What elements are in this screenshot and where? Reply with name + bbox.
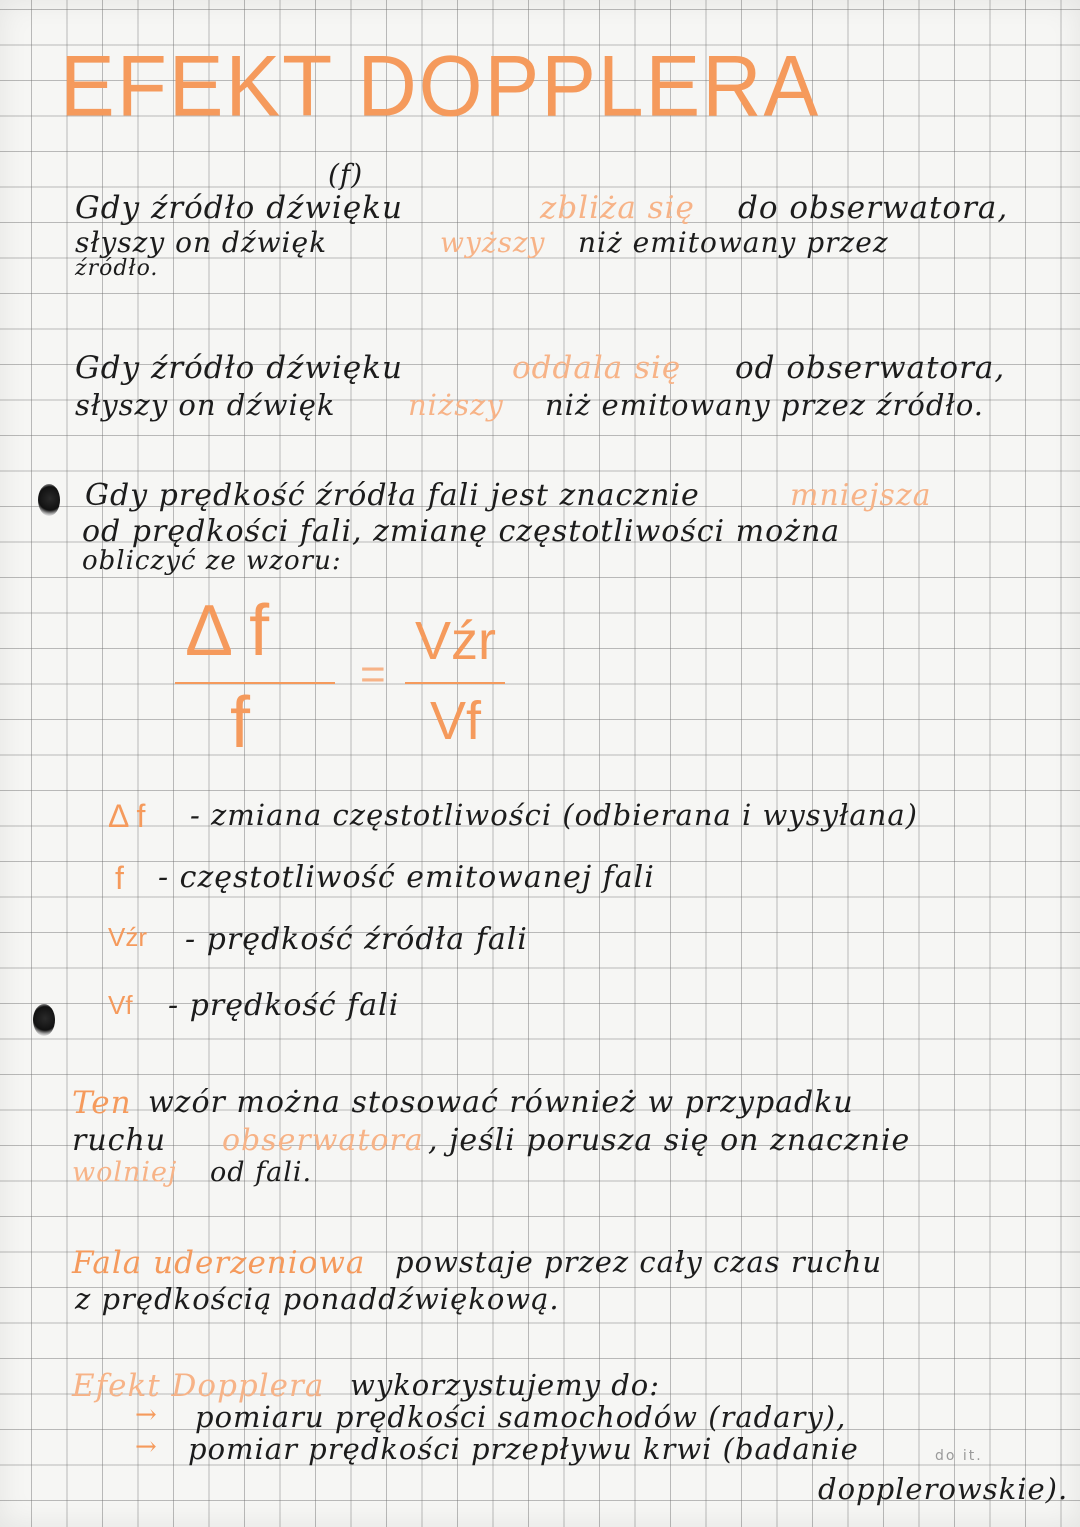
p3-line3: obliczyć ze wzoru: [82, 546, 342, 576]
doppler-formula [175, 590, 535, 780]
p2-line2-b: niższy [408, 388, 504, 422]
legend-text: - prędkość źródła fali [185, 922, 528, 957]
watermark: do it. [935, 1448, 983, 1464]
p6-line4: dopplerowskie). [818, 1472, 1069, 1506]
frequency-mark: (f) [328, 158, 364, 191]
legend-symbol: Vźr [108, 922, 147, 952]
legend-text: - zmiana częstotliwości (odbierana i wysyłana) [190, 798, 918, 832]
p4-line2-a: ruchu [72, 1123, 167, 1158]
p1-line2-a: słyszy on dźwięk [75, 226, 328, 259]
legend-text: - prędkość fali [168, 988, 400, 1023]
p6-item: pomiar prędkości przepływu krwi (badanie [188, 1432, 859, 1466]
p4-line1-a: Ten [72, 1085, 132, 1121]
p1-line2-b: wyższy [440, 226, 546, 259]
fraction-bar-right [405, 682, 505, 684]
p1-line1-b: zbliża się [540, 190, 695, 226]
p5-line1-a: Fala uderzeniowa [72, 1245, 366, 1281]
formula-equals: = [360, 650, 386, 699]
p5-line2: z prędkością ponaddźwiękową. [75, 1282, 560, 1316]
arrow-icon: → [135, 1400, 158, 1430]
p4-line3-b: od fali. [210, 1157, 313, 1188]
p4-line3-a: wolniej [72, 1157, 178, 1188]
arrow-icon: → [135, 1432, 158, 1462]
p6-line1-a: Efekt Dopplera [72, 1368, 325, 1404]
p6-item: pomiaru prędkości samochodów (radary), [195, 1400, 847, 1434]
p2-line1-a: Gdy źródło dźwięku [75, 350, 403, 386]
p1-line3: źródło. [75, 256, 159, 281]
p1-line1-a: Gdy źródło dźwięku [75, 190, 403, 226]
p3-line2: od prędkości fali, zmianę częstotliwości można [82, 514, 841, 549]
p3-line1-a: Gdy prędkość źródła fali jest znacznie [85, 478, 700, 513]
p2-line1-c: od obserwatora, [735, 350, 1006, 386]
p2-line2-c: niż emitowany przez źródło. [545, 388, 984, 422]
p4-line2-b: obserwatora [222, 1123, 424, 1158]
fraction-bar-left [175, 682, 335, 684]
p4-line2-c: , jeśli porusza się on znacznie [428, 1123, 911, 1158]
formula-numerator-right: Vźr [415, 611, 496, 671]
page-title: EFEKT DOPPLERA [60, 38, 821, 135]
formula-numerator: Δ f [185, 591, 270, 671]
binder-hole-bottom [33, 1004, 55, 1036]
p4-line1-b: wzór można stosować również w przypadku [148, 1085, 854, 1120]
p3-line1-b: mniejsza [790, 478, 932, 513]
legend-text: - częstotliwość emitowanej fali [158, 860, 655, 895]
p2-line1-b: oddala się [512, 350, 682, 386]
legend-symbol: Δ f [108, 798, 146, 834]
formula-denominator: f [230, 683, 251, 763]
p1-line2-c: niż emitowany przez [578, 226, 889, 259]
p6-line1-b: wykorzystujemy do: [350, 1368, 661, 1402]
binder-hole-top [38, 484, 60, 516]
p1-line1-c: do obserwatora, [738, 190, 1009, 226]
legend-symbol: Vf [108, 990, 133, 1020]
p2-line2-a: słyszy on dźwięk [75, 388, 336, 422]
legend-symbol: f [115, 860, 124, 896]
p5-line1-b: powstaje przez cały czas ruchu [395, 1245, 882, 1279]
formula-denominator-right: Vf [430, 691, 482, 751]
